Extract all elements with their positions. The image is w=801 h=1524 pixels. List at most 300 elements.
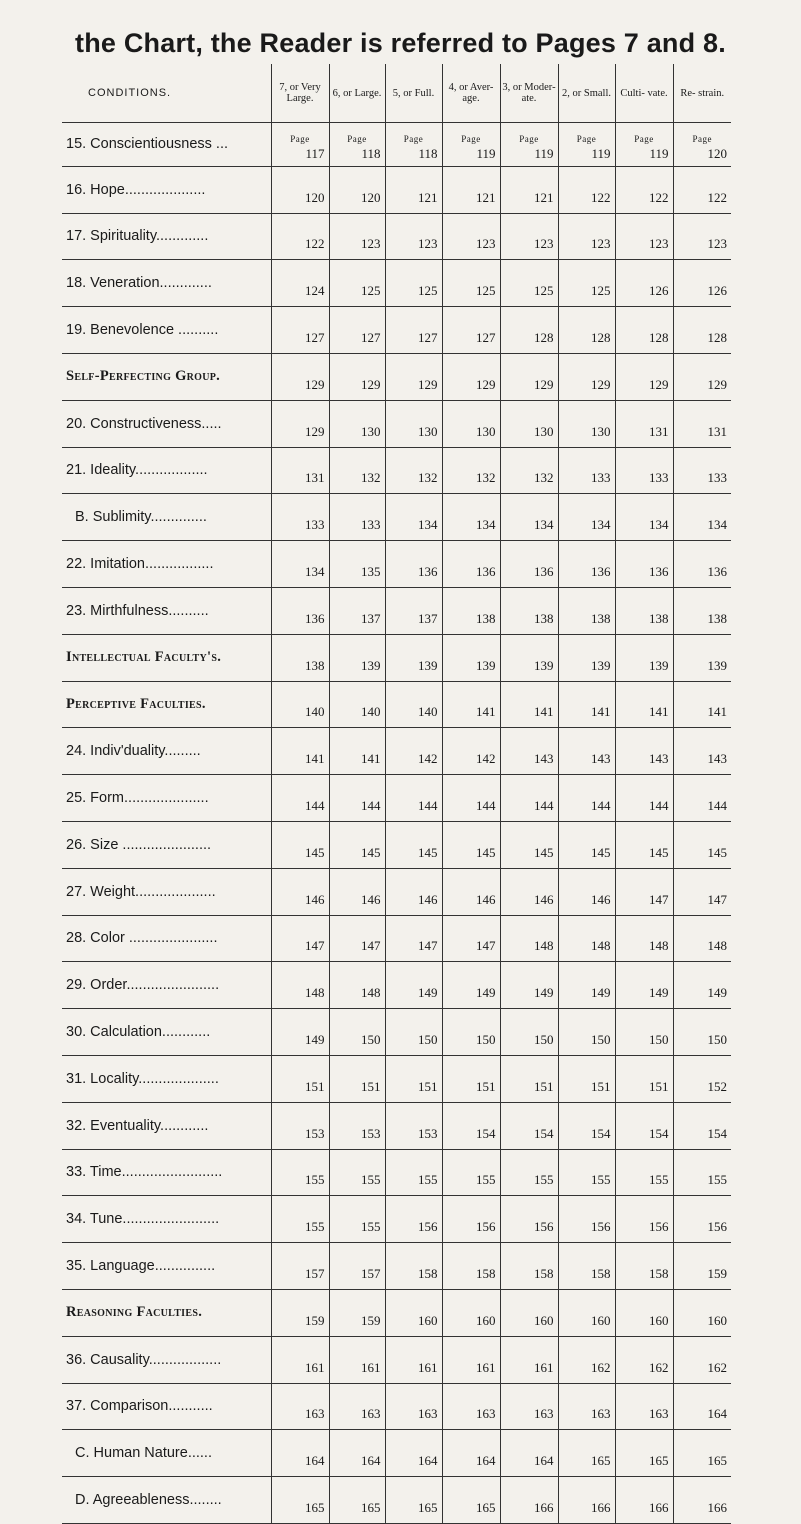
column-header: 7, or Very Large. (271, 64, 329, 123)
page-number: 146 (305, 891, 325, 907)
table-row (62, 260, 731, 307)
page-number-cell (442, 1055, 500, 1102)
page-number-cell (500, 775, 558, 822)
page-number-cell (442, 1289, 500, 1336)
page-number: 147 (476, 938, 496, 954)
page-number-cell (673, 1055, 731, 1102)
page-number: 149 (534, 985, 554, 1001)
page-number-cell (442, 775, 500, 822)
page-number-cell (615, 400, 673, 447)
page-number-cell (615, 447, 673, 494)
page-number-cell (385, 1243, 442, 1290)
page-number: 127 (305, 329, 325, 345)
table-row (62, 400, 731, 447)
page-number-cell (500, 1055, 558, 1102)
page-number-cell (442, 1196, 500, 1243)
page-number: 159 (707, 1265, 727, 1281)
page-number-cell (271, 1149, 329, 1196)
header-row (62, 64, 731, 123)
page-number: 166 (707, 1499, 727, 1515)
page-number-cell (385, 915, 442, 962)
page-number: 138 (534, 610, 554, 626)
column-header: 6, or Large. (329, 64, 385, 123)
page-number: 166 (591, 1499, 611, 1515)
page-number: 161 (418, 1359, 438, 1375)
page-caption: Page (403, 133, 424, 144)
page-number-cell (615, 1336, 673, 1383)
page-number: 164 (707, 1406, 727, 1422)
page-number: 162 (707, 1359, 727, 1375)
page-number-cell (385, 541, 442, 588)
table-row (62, 1383, 731, 1430)
page-number-cell (271, 728, 329, 775)
page-number: 164 (476, 1453, 496, 1469)
page-number-cell (385, 1289, 442, 1336)
page-number: 141 (649, 704, 669, 720)
page-number: 130 (418, 423, 438, 439)
page-number: 148 (534, 938, 554, 954)
page-number: 151 (305, 1078, 325, 1094)
page-number-cell (500, 1243, 558, 1290)
page-number: 137 (418, 610, 438, 626)
condition-label: 25. Form..................... (62, 775, 271, 822)
page-number: 127 (418, 329, 438, 345)
page-number-cell (558, 962, 615, 1009)
page-number-cell (615, 1102, 673, 1149)
page-number-cell (615, 123, 673, 167)
page-number: 163 (418, 1406, 438, 1422)
page-number-cell (500, 1102, 558, 1149)
page-number-cell (442, 1336, 500, 1383)
column-header: 3, or Moder- ate. (500, 64, 558, 123)
page-number-cell (271, 962, 329, 1009)
page-number: 131 (707, 423, 727, 439)
page-number: 123 (707, 236, 727, 252)
page-number-cell (615, 1196, 673, 1243)
condition-label: 16. Hope.................... (62, 166, 271, 213)
condition-label: 18. Veneration............. (62, 260, 271, 307)
page-number-cell (615, 1477, 673, 1524)
page-number: 166 (534, 1499, 554, 1515)
page-number: 131 (649, 423, 669, 439)
table-row (62, 962, 731, 1009)
page-number-cell (385, 775, 442, 822)
page-number: 139 (361, 657, 381, 673)
page-number-cell (271, 447, 329, 494)
page-number: 161 (361, 1359, 381, 1375)
page-number: 165 (361, 1499, 381, 1515)
page-number-cell (500, 260, 558, 307)
page-number-cell (329, 166, 385, 213)
page-number: 162 (591, 1359, 611, 1375)
page-number-cell (558, 260, 615, 307)
page-number: 149 (476, 985, 496, 1001)
page-number-cell (673, 681, 731, 728)
page-number-cell (271, 494, 329, 541)
page-caption: Page (519, 133, 539, 144)
page-number: 143 (649, 751, 669, 767)
page-number: 132 (418, 470, 438, 486)
page-number: 128 (534, 329, 554, 345)
page-number: 152 (707, 1078, 727, 1094)
page-number-cell (271, 775, 329, 822)
page-number-cell (500, 634, 558, 681)
page-number-cell (385, 260, 442, 307)
page-number-cell (673, 821, 731, 868)
page-number-cell (385, 166, 442, 213)
table-row (62, 307, 731, 354)
page-number-cell (558, 1196, 615, 1243)
page-number: 123 (534, 236, 554, 252)
page-number-cell (385, 1055, 442, 1102)
page-number-cell (271, 1430, 329, 1477)
condition-label: 26. Size ...................... (62, 821, 271, 868)
page-number-cell (442, 1477, 500, 1524)
page-number-cell (442, 1430, 500, 1477)
page-number-cell (385, 123, 442, 167)
page-number: 155 (476, 1172, 496, 1188)
table-row (62, 1243, 731, 1290)
page-number: 144 (591, 797, 611, 813)
page-number-cell (271, 1196, 329, 1243)
page-number: 118 (361, 145, 381, 161)
page-number-cell (329, 681, 385, 728)
page-number-cell (500, 541, 558, 588)
page-number-cell (329, 728, 385, 775)
page-number: 129 (418, 376, 438, 392)
page-number-cell (558, 213, 615, 260)
page-number: 144 (305, 797, 325, 813)
page-number: 146 (418, 891, 438, 907)
page-number: 134 (305, 563, 325, 579)
page-number: 154 (649, 1125, 669, 1141)
page-number-cell (500, 587, 558, 634)
page-number: 148 (361, 985, 381, 1001)
page-number-cell (329, 1102, 385, 1149)
reference-chart-table (62, 64, 731, 1524)
page-number-cell (558, 1430, 615, 1477)
page-number: 138 (649, 610, 669, 626)
page-number-cell (271, 123, 329, 167)
page-number-cell (673, 447, 731, 494)
condition-label: 35. Language............... (62, 1243, 271, 1290)
page-number-cell (673, 1196, 731, 1243)
page-number-cell (500, 728, 558, 775)
page-number: 156 (476, 1219, 496, 1235)
page-number: 133 (361, 517, 381, 533)
table-row (62, 541, 731, 588)
page-number-cell (500, 1336, 558, 1383)
page-number: 134 (418, 517, 438, 533)
page-number-cell (558, 775, 615, 822)
page-number: 155 (361, 1219, 381, 1235)
page-number-cell (500, 1196, 558, 1243)
page-number: 165 (591, 1453, 611, 1469)
page-number: 134 (649, 517, 669, 533)
page-number-cell (329, 1149, 385, 1196)
page-number: 161 (305, 1359, 325, 1375)
page-number: 134 (591, 517, 611, 533)
page-number: 143 (707, 751, 727, 767)
page-number: 157 (361, 1265, 381, 1281)
page-number-cell (615, 307, 673, 354)
page-number-cell (329, 1477, 385, 1524)
page-number: 139 (591, 657, 611, 673)
page-number-cell (442, 1243, 500, 1290)
condition-label: 30. Calculation............ (62, 1009, 271, 1056)
page-number-cell (442, 541, 500, 588)
page-number: 121 (418, 189, 438, 205)
page-number: 134 (707, 517, 727, 533)
condition-label: 27. Weight.................... (62, 868, 271, 915)
page-number: 145 (591, 844, 611, 860)
page-number-cell (271, 821, 329, 868)
page-number: 159 (361, 1312, 381, 1328)
condition-label: 23. Mirthfulness.......... (62, 587, 271, 634)
page-number-cell (271, 1336, 329, 1383)
page-number: 154 (707, 1125, 727, 1141)
table-row (62, 728, 731, 775)
page-number-cell (500, 1477, 558, 1524)
page-number-cell (558, 1289, 615, 1336)
page-number-cell (329, 447, 385, 494)
page-number: 123 (418, 236, 438, 252)
page-number: 142 (476, 751, 496, 767)
page-number-cell (615, 634, 673, 681)
page-number: 133 (707, 470, 727, 486)
group-heading-cell: Reasoning Faculties. (62, 1289, 271, 1336)
page-number: 131 (305, 470, 325, 486)
page-number: 164 (305, 1453, 325, 1469)
page-number-cell (615, 775, 673, 822)
page-number: 136 (707, 563, 727, 579)
page-number-cell (385, 447, 442, 494)
page-number-cell (271, 353, 329, 400)
page-number: 136 (305, 610, 325, 626)
page-number-cell (329, 1243, 385, 1290)
page-number-cell (500, 353, 558, 400)
page-number-cell (500, 447, 558, 494)
group-heading-cell: Self-Perfecting Group. (62, 353, 271, 400)
page-number: 146 (476, 891, 496, 907)
page-number-cell (558, 1243, 615, 1290)
page-number-cell (442, 1149, 500, 1196)
page-number: 147 (361, 938, 381, 954)
page-number-cell (271, 260, 329, 307)
page-number-cell (673, 1102, 731, 1149)
page-number: 149 (591, 985, 611, 1001)
page-number: 129 (305, 423, 325, 439)
page-number-cell (500, 1289, 558, 1336)
page-number-cell (615, 728, 673, 775)
group-heading-cell: Intellectual Faculty's. (62, 634, 271, 681)
page-number: 123 (476, 236, 496, 252)
page-number-cell (271, 587, 329, 634)
page-number-cell (442, 260, 500, 307)
page-number-cell (271, 541, 329, 588)
page-number-cell (329, 353, 385, 400)
page-number: 145 (476, 844, 496, 860)
page-number: 136 (476, 563, 496, 579)
page-number: 149 (649, 985, 669, 1001)
group-heading-cell: Perceptive Faculties. (62, 681, 271, 728)
page-number: 138 (591, 610, 611, 626)
page-number-cell (329, 962, 385, 1009)
condition-label: 21. Ideality.................. (62, 447, 271, 494)
page-number: 149 (305, 1031, 325, 1047)
page-number: 127 (361, 329, 381, 345)
table-row (62, 681, 731, 728)
page-number: 141 (534, 704, 554, 720)
page-number-cell (271, 915, 329, 962)
table-row (62, 1430, 731, 1477)
condition-label: 17. Spirituality............. (62, 213, 271, 260)
page-number: 150 (591, 1031, 611, 1047)
page-number: 154 (591, 1125, 611, 1141)
page-number-cell (673, 634, 731, 681)
page-number-cell (385, 1336, 442, 1383)
page-number-cell (615, 260, 673, 307)
page-number-cell (673, 541, 731, 588)
page-number-cell (442, 728, 500, 775)
page-number: 141 (361, 751, 381, 767)
page-number: 123 (361, 236, 381, 252)
page-number-cell (442, 868, 500, 915)
table-row (62, 213, 731, 260)
page-number-cell (271, 1243, 329, 1290)
page-number-cell (442, 166, 500, 213)
page-caption: Page (290, 133, 310, 144)
page-number-cell (558, 1102, 615, 1149)
page-number-cell (271, 1383, 329, 1430)
page-number-cell (271, 1289, 329, 1336)
page-number: 138 (707, 610, 727, 626)
page-number-cell (673, 1477, 731, 1524)
page-number: 128 (707, 329, 727, 345)
page-number-cell (500, 915, 558, 962)
page-number: 135 (361, 563, 381, 579)
page-number-cell (329, 775, 385, 822)
page-number: 156 (534, 1219, 554, 1235)
page-number: 155 (305, 1219, 325, 1235)
page-number: 122 (305, 236, 325, 252)
page-number: 125 (476, 283, 496, 299)
page-number: 119 (534, 145, 554, 161)
page-number: 122 (649, 189, 669, 205)
page-number: 149 (707, 985, 727, 1001)
page-number-cell (558, 1149, 615, 1196)
page-number: 126 (707, 283, 727, 299)
page-number-cell (500, 166, 558, 213)
table-row (62, 868, 731, 915)
page-number-cell (385, 1149, 442, 1196)
page-number: 133 (591, 470, 611, 486)
page-number: 121 (476, 189, 496, 205)
table-row (62, 1289, 731, 1336)
page-heading: the Chart, the Reader is referred to Pages 7 and 8. (75, 28, 726, 58)
page-number: 151 (534, 1078, 554, 1094)
page-number: 139 (476, 657, 496, 673)
page-number: 121 (534, 189, 554, 205)
page-number: 150 (534, 1031, 554, 1047)
page-number-cell (385, 868, 442, 915)
page-number-cell (673, 260, 731, 307)
page-number-cell (385, 1383, 442, 1430)
page-number-cell (558, 868, 615, 915)
page-number-cell (500, 821, 558, 868)
page-number-cell (673, 962, 731, 1009)
page-number: 140 (305, 704, 325, 720)
column-header: Re- strain. (673, 64, 731, 123)
page-number-cell (329, 1009, 385, 1056)
page-number: 143 (534, 751, 554, 767)
page-number: 125 (361, 283, 381, 299)
page-number: 120 (361, 189, 381, 205)
page-number: 129 (305, 376, 325, 392)
page-number: 122 (707, 189, 727, 205)
page-number-cell (558, 353, 615, 400)
page-number-cell (442, 123, 500, 167)
table-row (62, 1196, 731, 1243)
condition-label: C. Human Nature...... (62, 1430, 271, 1477)
page-number: 165 (649, 1453, 669, 1469)
page-number-cell (442, 1009, 500, 1056)
page-number: 154 (476, 1125, 496, 1141)
page-number: 156 (418, 1219, 438, 1235)
page-number-cell (673, 166, 731, 213)
page-number: 165 (707, 1453, 727, 1469)
table-row (62, 587, 731, 634)
page-number-cell (500, 213, 558, 260)
page-number-cell (615, 494, 673, 541)
page-number-cell (442, 447, 500, 494)
page-number: 156 (591, 1219, 611, 1235)
page-number: 144 (649, 797, 669, 813)
page-number: 158 (534, 1265, 554, 1281)
page-number: 132 (361, 470, 381, 486)
page-number-cell (271, 681, 329, 728)
page-number: 146 (361, 891, 381, 907)
page-number: 140 (361, 704, 381, 720)
page-number: 143 (591, 751, 611, 767)
page-number-cell (385, 494, 442, 541)
column-header: Culti- vate. (615, 64, 673, 123)
page-number-cell (271, 213, 329, 260)
page-number: 141 (476, 704, 496, 720)
page-number-cell (329, 541, 385, 588)
page-number: 150 (418, 1031, 438, 1047)
condition-label: 37. Comparison........... (62, 1383, 271, 1430)
page-number-cell (329, 1383, 385, 1430)
page-number: 160 (534, 1312, 554, 1328)
page-number: 122 (591, 189, 611, 205)
page-number: 124 (305, 283, 325, 299)
page-number-cell (558, 1477, 615, 1524)
page-number: 165 (418, 1499, 438, 1515)
page-number: 144 (707, 797, 727, 813)
page-number-cell (558, 821, 615, 868)
page-number-cell (673, 1430, 731, 1477)
page-number-cell (385, 400, 442, 447)
table-row (62, 1336, 731, 1383)
page-number: 147 (707, 891, 727, 907)
page-number-cell (615, 213, 673, 260)
page-number: 150 (649, 1031, 669, 1047)
page-number: 141 (707, 704, 727, 720)
page-number: 156 (707, 1219, 727, 1235)
page-number-cell (329, 1055, 385, 1102)
page-number-cell (673, 1289, 731, 1336)
